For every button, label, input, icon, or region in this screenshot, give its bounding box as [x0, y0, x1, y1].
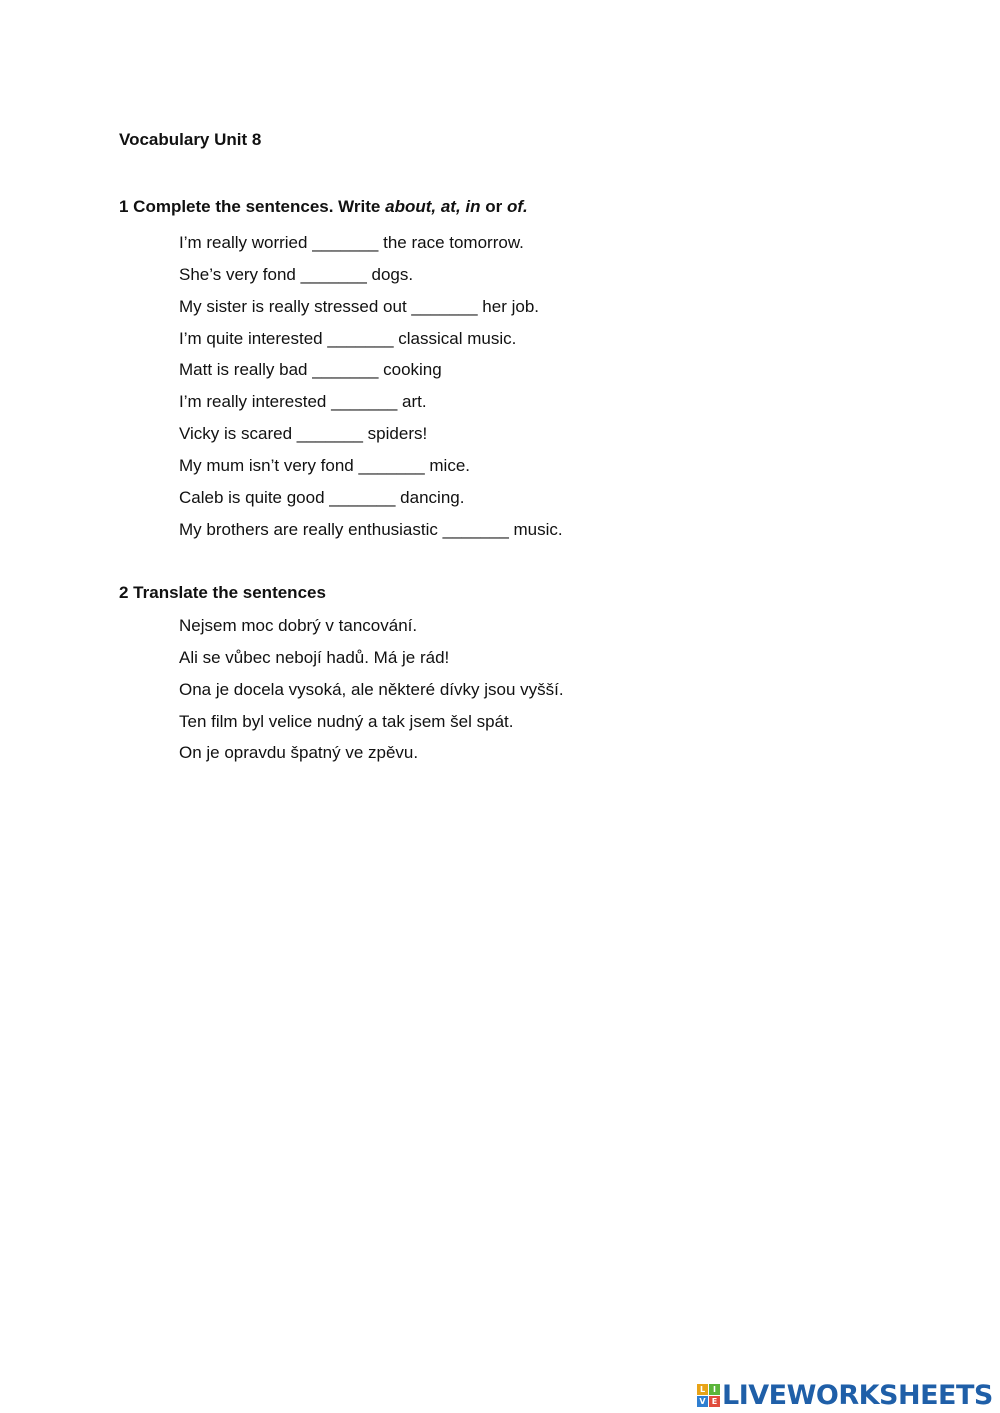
logo-mark-icon: [697, 1384, 720, 1407]
item-text: Nejsem moc dobrý v tancování.: [179, 616, 418, 635]
item-text: Vicky is scared _______ spiders!: [179, 424, 428, 444]
section-1-heading-prefix: 1 Complete the sentences. Write: [119, 197, 386, 216]
item-text: I’m really interested _______ art.: [179, 392, 427, 412]
section-1-heading-last: of.: [506, 197, 528, 216]
item-text: My mum isn’t very fond _______ mice.: [179, 455, 471, 475]
item-text: Matt is really bad _______ cooking: [179, 360, 442, 380]
section-1-heading-or: or: [480, 197, 507, 216]
item-text: I’m really worried _______ the race tomorrow.: [179, 233, 524, 252]
logo-mark-letter: L: [697, 1384, 708, 1395]
item-text: Caleb is quite good _______ dancing.: [179, 487, 465, 507]
item-text: On je opravdu špatný ve zpěvu.: [179, 743, 419, 763]
item-text: Ten film byl velice nudný a tak jsem šel spát.: [179, 711, 514, 731]
logo-mark-letter: E: [709, 1396, 720, 1407]
liveworksheets-logo: [697, 1378, 993, 1412]
item-text: Ona je docela vysoká, ale některé dívky jsou vyšší.: [179, 679, 564, 699]
logo-mark-letter: V: [697, 1396, 708, 1407]
section-1-heading: [119, 197, 528, 217]
section-2-heading: 2 Translate the sentences: [119, 583, 326, 602]
item-text: My sister is really stressed out _______ her job.: [179, 296, 540, 316]
item-text: She’s very fond _______ dogs.: [179, 264, 414, 284]
item-text: My brothers are really enthusiastic _______ music.: [179, 519, 563, 539]
logo-mark-letter: I: [709, 1384, 720, 1395]
document-title: Vocabulary Unit 8: [119, 130, 262, 149]
logo-text: LIVEWORKSHEETS: [722, 1379, 993, 1411]
item-text: I’m quite interested _______ classical music.: [179, 328, 517, 348]
section-1-heading-options: about, at, in: [385, 197, 481, 216]
item-text: Ali se vůbec nebojí hadů. Má je rád!: [179, 647, 450, 667]
